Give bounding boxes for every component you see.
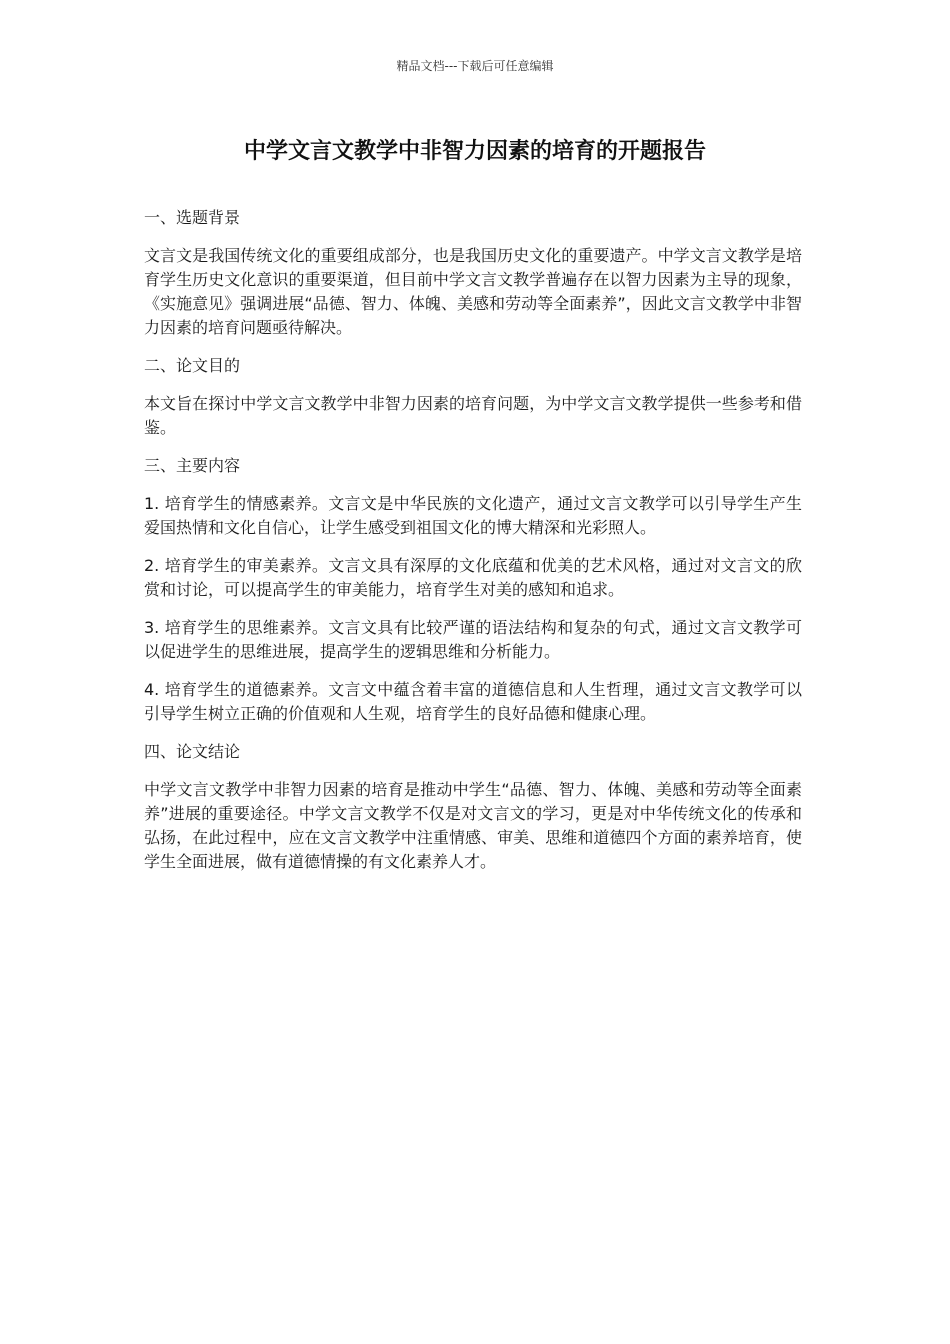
section-conclusion — [144, 740, 802, 874]
section-background — [144, 206, 802, 340]
paragraph: 中学文言文教学中非智力因素的培育是推动中学生“品德、智力、体魄、美感和劳动等全面素养”进展的重要途径。中学文言文教学不仅是对文言文的学习，更是对中华传统文化的传承和弘扬，在此过程中，应在文言文教学中注重情感、审美、思维和道德四个方面的素养培育，使学生全面进展，做有道德情操的有文化素养人才。 — [144, 780, 802, 871]
list-item: 4. 培育学生的道德素养。文言文中蕴含着丰富的道德信息和人生哲理，通过文言文教学可以引导学生树立正确的价值观和人生观，培育学生的良好品德和健康心理。 — [144, 680, 802, 723]
document-body — [144, 206, 802, 888]
paragraph: 本文旨在探讨中学文言文教学中非智力因素的培育问题，为中学文言文教学提供一些参考和借鉴。 — [144, 394, 802, 437]
document-title: 中学文言文教学中非智力因素的培育的开题报告 — [243, 139, 706, 164]
section-heading: 三、主要内容 — [144, 456, 241, 475]
list-item: 1. 培育学生的情感素养。文言文是中华民族的文化遗产，通过文言文教学可以引导学生产生爱国热情和文化自信心，让学生感受到祖国文化的博大精深和光彩照人。 — [144, 494, 802, 537]
section-heading: 一、选题背景 — [144, 208, 241, 227]
list-item: 3. 培育学生的思维素养。文言文具有比较严谨的语法结构和复杂的句式，通过文言文教学可以促进学生的思维进展，提高学生的逻辑思维和分析能力。 — [144, 618, 802, 661]
section-main-content — [144, 454, 802, 726]
page-header: 精品文档---下载后可任意编辑 — [396, 59, 554, 73]
paragraph: 文言文是我国传统文化的重要组成部分，也是我国历史文化的重要遗产。中学文言文教学是培育学生历史文化意识的重要渠道，但目前中学文言文教学普遍存在以智力因素为主导的现象，《实施意见》强调进展“品德、智力、体魄、美感和劳动等全面素养”，因此文言文教学中非智力因素的培育问题亟待解决。 — [144, 246, 802, 337]
list-item: 2. 培育学生的审美素养。文言文具有深厚的文化底蕴和优美的艺术风格，通过对文言文的欣赏和讨论，可以提高学生的审美能力，培育学生对美的感知和追求。 — [144, 556, 802, 599]
section-heading: 二、论文目的 — [144, 356, 241, 375]
section-purpose — [144, 354, 802, 440]
section-heading: 四、论文结论 — [144, 742, 241, 761]
